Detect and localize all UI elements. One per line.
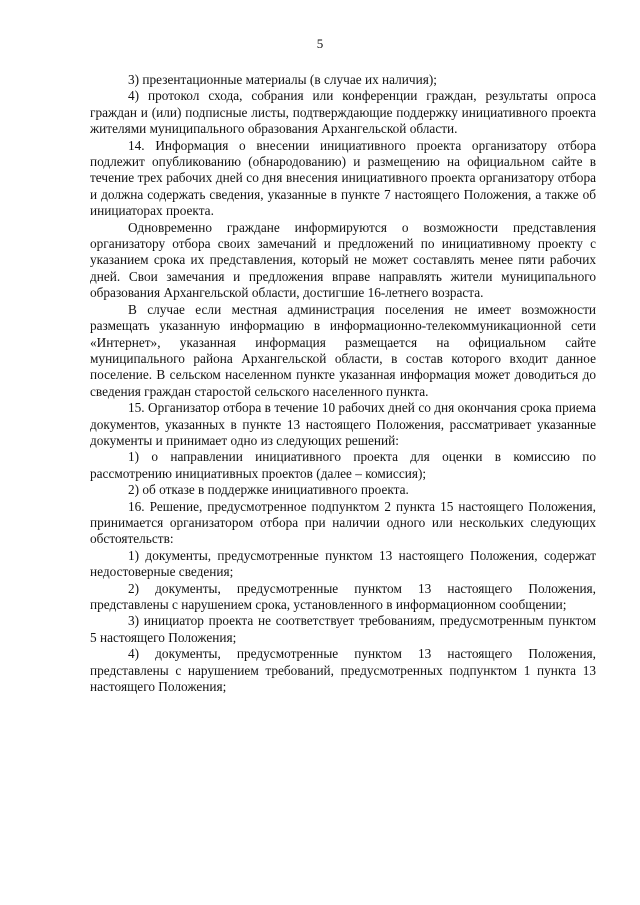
document-body	[90, 72, 596, 695]
paragraph: Одновременно граждане информируются о возможности представления организатору отбора своих замечаний и предложений по инициативному проекту с указанием срока их представления, который не может составлять менее пяти рабочих дней. Свои замечания и предложения вправе направлять жители муниципального образования Архангельской области, достигшие 16-летнего возраста.	[90, 219, 596, 301]
paragraph: 3) презентационные материалы (в случае их наличия);	[128, 72, 437, 87]
paragraph: 15. Организатор отбора в течение 10 рабочих дней со дня окончания срока приема документов, указанных в пункте 13 настоящего Положения, рассматривает указанные документы и принимает одно из следующих решений:	[90, 400, 596, 448]
paragraph: 4) документы, предусмотренные пунктом 13 настоящего Положения, представлены с нарушением требований, предусмотренных подпунктом 1 пункта 13 настоящего Положения;	[90, 646, 596, 695]
paragraph: 3) инициатор проекта не соответствует требованиям, предусмотренным пунктом 5 настоящего Положения;	[90, 613, 596, 645]
paragraph: В случае если местная администрация поселения не имеет возможности размещать указанную информацию в информационно-телекоммуникационной сети «Интернет», указанная информация размещается на официальном сайте муниципального района Архангельской области, в состав которого входит данное поселение. В сельском населенном пункте указанная информация может доводиться до сведения граждан старостой сельского населенного пункта.	[90, 301, 596, 399]
paragraph: 1) о направлении инициативного проекта для оценки в комиссию по рассмотрению инициативных проектов (далее – комиссия);	[90, 449, 596, 481]
paragraph: 16. Решение, предусмотренное подпунктом 2 пункта 15 настоящего Положения, принимается организатором отбора при наличии одного или нескольких следующих обстоятельств:	[90, 498, 596, 547]
paragraph: 4) протокол схода, собрания или конференции граждан, результаты опроса граждан и (или) подписные листы, подтверждающие поддержку инициативного проекта жителями муниципального образования Архангельской области.	[90, 88, 596, 137]
paragraph: 2) документы, предусмотренные пунктом 13 настоящего Положения, представлены с нарушением срока, установленного в информационном сообщении;	[90, 580, 596, 612]
page-number: 5	[316, 36, 324, 51]
paragraph: 14. Информация о внесении инициативного проекта организатору отбора подлежит опубликованию (обнародованию) и размещению на официальном сайте в течение трех рабочих дней со дня внесения инициативного проекта организатору отбора и должна содержать сведения, указанные в пункте 7 настоящего Положения, а также об инициаторах проекта.	[90, 137, 596, 219]
paragraph: 1) документы, предусмотренные пунктом 13 настоящего Положения, содержат недостоверные сведения;	[90, 547, 596, 580]
paragraph: 2) об отказе в поддержке инициативного проекта.	[128, 482, 409, 498]
